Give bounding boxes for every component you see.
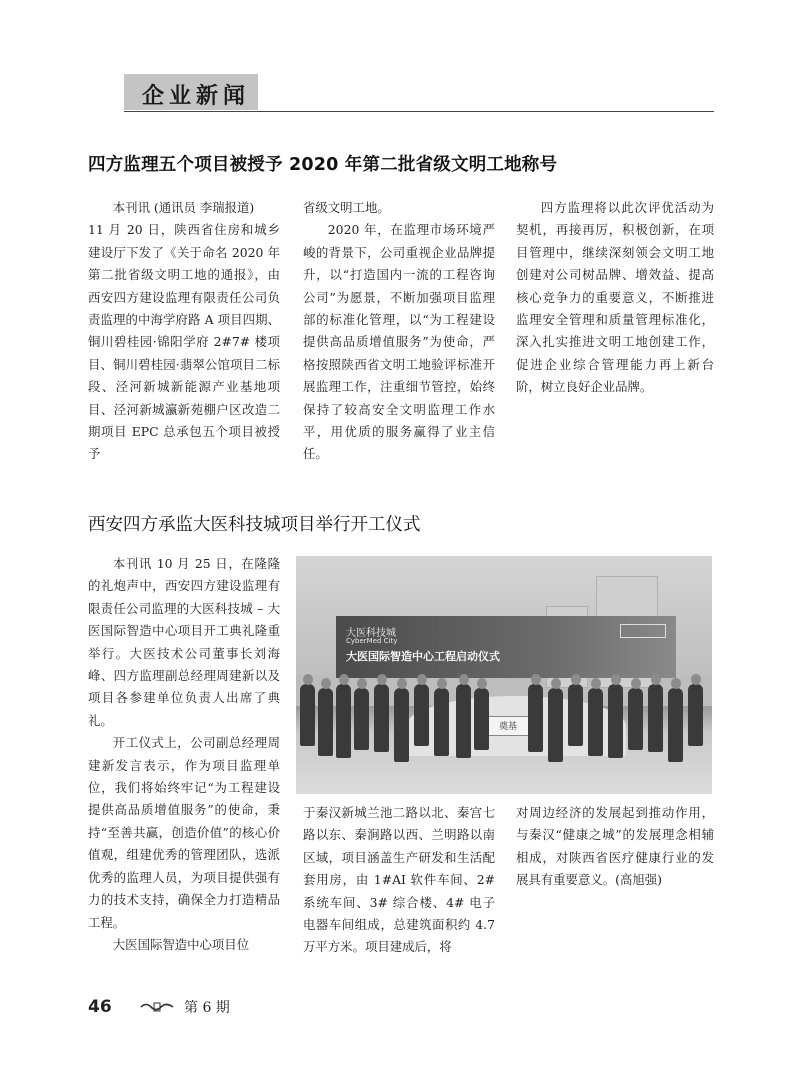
crowd-person [548,688,563,762]
article1-column-1 [88,197,280,466]
crowd-person [688,684,703,746]
crowd-person [568,684,583,746]
crowd-person-head [691,674,701,685]
crowd-person [354,688,369,750]
banner-line-2: CyberMed City [346,637,398,645]
crowd-person-head [459,674,469,685]
crowd-person [300,684,315,746]
crowd-person [528,684,543,752]
crowd-person-head [417,674,427,685]
article1-title: 四方监理五个项目被授予 2020 年第二批省级文明工地称号 [88,155,558,175]
crowd-person-head [339,674,349,685]
article1-col2-paragraph: 2020 年，在监理市场环境严峻的背景下，公司重视企业品牌提升，以“打造国内一流的工程咨询公司”为愿景，不断加强项目监理部的标准化管理，以“为工程建设提供高品质增值服务”为使命，严格按照陕西省文明工地验评标准开展监理工作，注重细节管控，始终保持了较高安全文明监理工作水平，用优质的服务赢得了业主信任。 [303,222,495,462]
article2-col2-continuation: 于秦汉新城兰池二路以北、秦宫七路以东、秦涧路以西、兰明路以南区域，项目涵盖生产研发和生活配套用房，由 1#AI 软件车间、2# 系统车间、3# 综合楼、4# 电子电器车间组成，总建筑面积约 4.7 万平方米。项目建成后，将 [303,805,495,955]
crowd-person-head [531,674,541,685]
crowd-person [648,684,663,752]
crowd-person-head [651,674,661,685]
issue-number: 第 6 期 [184,1000,230,1016]
crowd-person [434,688,449,756]
article1-column-3 [516,197,714,399]
article2-title: 西安四方承监大医科技城项目举行开工仪式 [88,515,421,535]
crowd-person [668,688,683,762]
article2-column-1 [88,553,280,956]
crowd-person-head [321,678,331,689]
crowd-person-head [631,678,641,689]
banner-line-3: 大医国际智造中心工程启动仪式 [346,650,500,663]
crowd-person-head [591,678,601,689]
crowd-person [628,688,643,750]
crowd-person [474,688,489,750]
crowd-person [336,684,351,758]
ceremony-photo [296,556,712,794]
banner-line-1: 大医科技城 [346,628,396,639]
crowd-person-head [357,678,367,689]
article2-column-2 [303,802,495,959]
crowd-person [588,688,603,756]
banner-logo-icon [620,624,666,638]
crowd-person [608,684,623,758]
magazine-logo-icon [140,1001,174,1013]
crowd-person-head [303,674,313,685]
page-number: 46 [88,997,112,1017]
crowd-person [414,684,429,746]
crowd-person-head [611,674,621,685]
article2-col1-p1: 本刊讯 10 月 25 日，在隆隆的礼炮声中，西安四方建设监理有限责任公司监理的大医科技城 – 大医国际智造中心项目开工典礼隆重举行。大医技术公司董事长刘海峰、四方监理副总经理周建新以及项目各参建单位负责人出席了典礼。 [88,556,280,728]
article1-col2-continuation: 省级文明工地。 [303,200,390,215]
article1-col1-text: 11 月 20 日，陕西省住房和城乡建设厅下发了《关于命名 2020 年第二批省级文明工地的通报》，由西安四方建设监理有限责任公司负责监理的中海学府路 A 项目四期、铜川碧桂园·锦阳学府 2#7# 楼项目、铜川碧桂园·翡翠公馆项目二标段、泾河新城新能源产业基地项目、泾河新城瀛新苑棚户区改造二期项目 EPC 总承包五个项目被授予 [88,222,280,462]
ceremony-banner [336,616,676,678]
article2-col1-p2: 开工仪式上，公司副总经理周建新发言表示，作为项目监理单位，我们将始终牢记“为工程建设提供高品质增值服务”的使命，秉持“至善共赢，创造价值”的核心价值观，组建优秀的管理团队，选派优秀的监理人员，为项目提供强有力的技术支持，确保全力打造精品工程。 [88,735,280,930]
crowd-person [394,688,409,762]
article1-column-2 [303,197,495,466]
crowd-person-head [571,674,581,685]
crowd-person-head [437,678,447,689]
crowd-person-head [397,678,407,689]
crowd-person [318,688,333,756]
crowd-person-head [477,678,487,689]
crowd-person [374,684,389,752]
section-tab [124,74,258,110]
section-label: 企业新闻 [142,84,251,109]
crowd-person [456,684,471,758]
crowd-person-head [377,674,387,685]
crowd-person-head [551,678,561,689]
article2-col1-p3: 大医国际智造中心项目位 [112,936,250,952]
article2-column-3 [516,802,714,892]
header-rule [124,111,714,112]
article1-lead: 本刊讯 (通讯员 李瑞报道) [112,200,255,215]
crowd-person-head [671,678,681,689]
article2-col3-continuation: 对周边经济的发展起到推动作用，与秦汉“健康之城”的发展理念相辅相成，对陕西省医疗健康行业的发展具有重要意义。(高旭强) [516,805,714,888]
plaque-text: 奠基 [499,722,518,732]
article1-col3-paragraph: 四方监理将以此次评优活动为契机，再接再厉，积极创新，在项目管理中，继续深刻领会文明工地创建对公司树品牌、增效益、提高核心竞争力的重要意义，不断推进监理安全管理和质量管理标准化，深入扎实推进文明工地创建工作，促进企业综合管理能力再上新台阶，树立良好企业品牌。 [516,200,714,395]
